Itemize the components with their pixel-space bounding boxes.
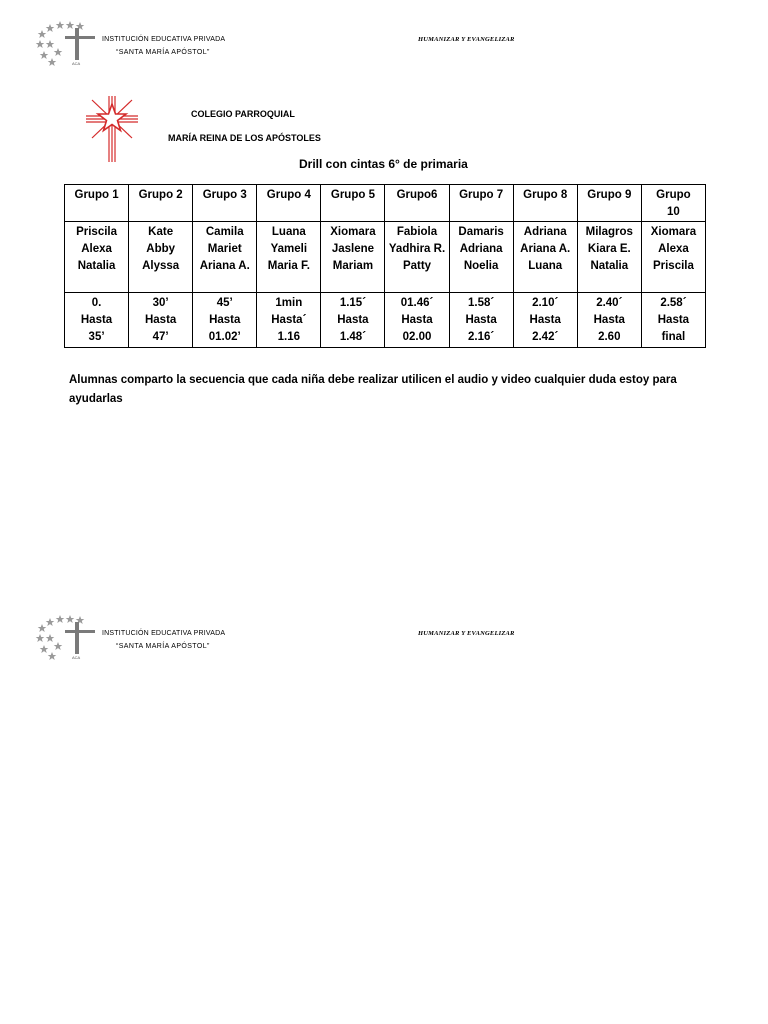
svg-text:ACA: ACA (72, 61, 81, 66)
time-cell: 0. Hasta 35’ (65, 293, 129, 348)
names-cell: Xiomara Jaslene Mariam (321, 222, 385, 293)
header-cell: Grupo 1 (65, 185, 129, 222)
table-row (65, 293, 706, 348)
motto: HUMANIZAR Y EVANGELIZAR (418, 630, 515, 637)
svg-text:ACA: ACA (72, 655, 81, 660)
header-cell: Grupo 2 (129, 185, 193, 222)
time-cell: 1.15´ Hasta 1.48´ (321, 293, 385, 348)
time-cell: 2.40´ Hasta 2.60 (577, 293, 641, 348)
time-cell: 1min Hasta´ 1.16 (257, 293, 321, 348)
stars-cross-icon (34, 20, 96, 66)
names-cell: Camila Mariet Ariana A. (193, 222, 257, 293)
message-paragraph: Alumnas comparto la secuencia que cada niña debe realizar utilicen el audio y video cualquier duda estoy para ayudarlas (69, 374, 677, 405)
names-cell: Milagros Kiara E. Natalia (577, 222, 641, 293)
time-cell: 2.10´ Hasta 2.42´ (513, 293, 577, 348)
time-cell: 2.58´ Hasta final (641, 293, 705, 348)
school-name: “SANTA MARÍA APÓSTOL” (116, 49, 210, 56)
header-cell: Grupo 4 (257, 185, 321, 222)
school-name: “SANTA MARÍA APÓSTOL” (116, 643, 210, 650)
table-header-row (65, 185, 706, 222)
college-line2: MARÍA REINA DE LOS APÓSTOLES (168, 133, 321, 143)
college-emblem (84, 94, 140, 169)
time-cell: 45’ Hasta 01.02’ (193, 293, 257, 348)
names-cell: Adriana Ariana A. Luana (513, 222, 577, 293)
names-cell: Fabiola Yadhira R. Patty (385, 222, 449, 293)
header-cell: Grupo6 (385, 185, 449, 222)
names-cell: Xiomara Alexa Priscila (641, 222, 705, 293)
schedule-table (64, 184, 706, 348)
institution-name: INSTITUCIÓN EDUCATIVA PRIVADA (102, 630, 226, 637)
institution-logo (34, 614, 96, 665)
header-cell: Grupo 9 (577, 185, 641, 222)
names-cell: Luana Yameli Maria F. (257, 222, 321, 293)
header-cell: Grupo 3 (193, 185, 257, 222)
table-row (65, 222, 706, 293)
motto: HUMANIZAR Y EVANGELIZAR (418, 36, 515, 43)
college-line1: COLEGIO PARROQUIAL (191, 109, 295, 119)
header-cell: Grupo 7 (449, 185, 513, 222)
time-cell: 30’ Hasta 47’ (129, 293, 193, 348)
institution-name: INSTITUCIÓN EDUCATIVA PRIVADA (102, 36, 226, 43)
institution-logo (34, 20, 96, 71)
header-cell: Grupo 8 (513, 185, 577, 222)
stars-cross-icon (34, 614, 96, 660)
header-cell: Grupo 10 (641, 185, 705, 222)
names-cell: Priscila Alexa Natalia (65, 222, 129, 293)
names-cell: Kate Abby Alyssa (129, 222, 193, 293)
page-title: Drill con cintas 6° de primaria (299, 157, 468, 171)
star-cross-emblem-icon (84, 94, 140, 164)
time-cell: 1.58´ Hasta 2.16´ (449, 293, 513, 348)
names-cell: Damaris Adriana Noelia (449, 222, 513, 293)
time-cell: 01.46´ Hasta 02.00 (385, 293, 449, 348)
header-cell: Grupo 5 (321, 185, 385, 222)
